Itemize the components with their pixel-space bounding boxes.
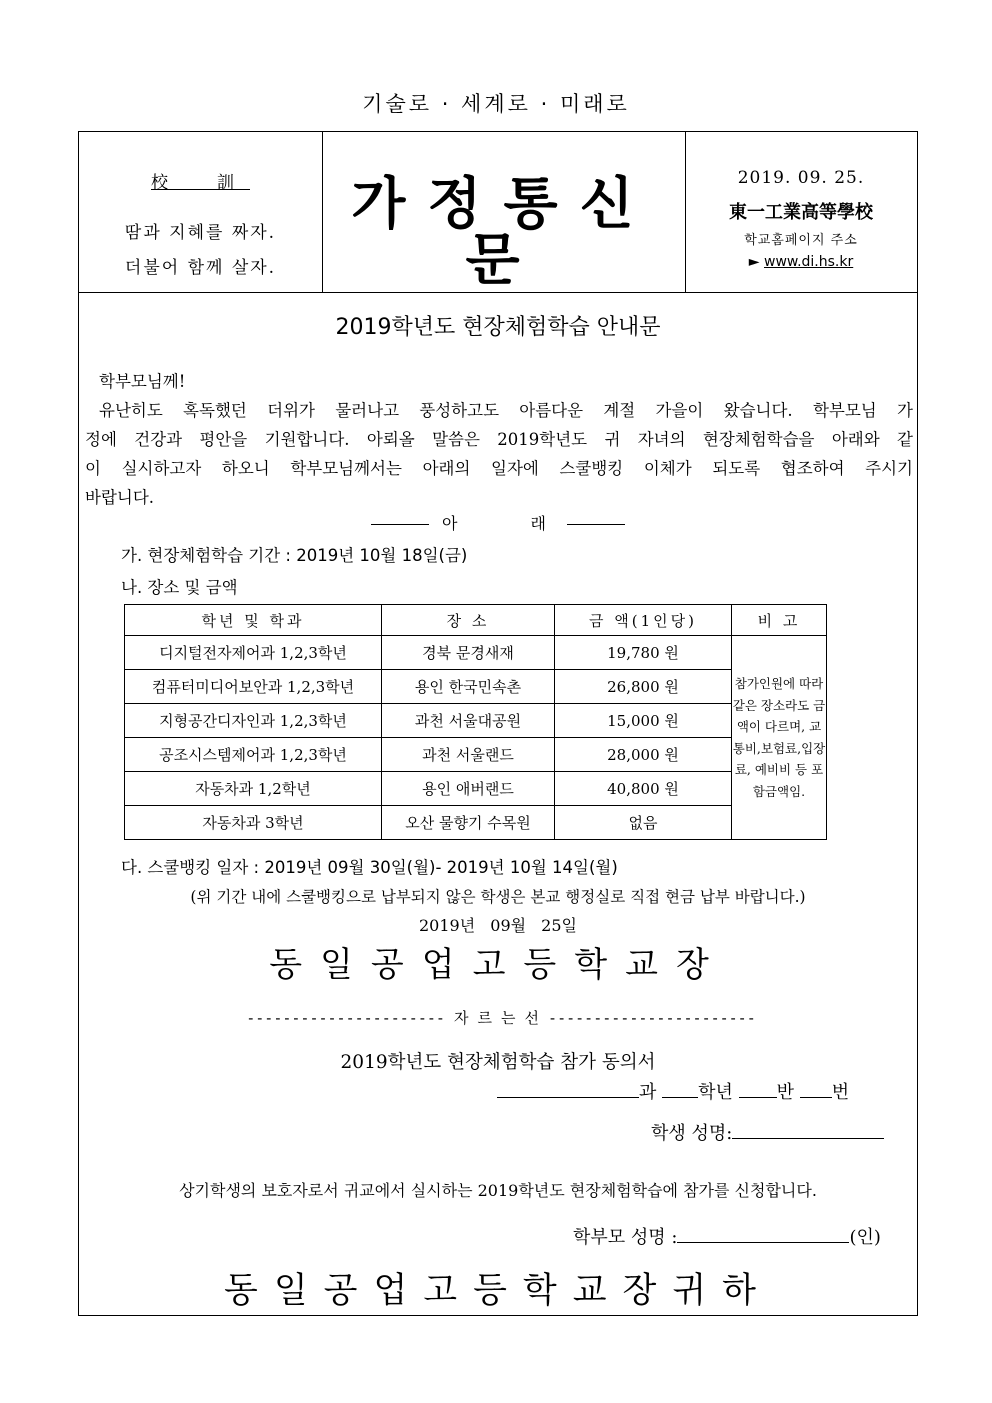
table-row [125, 806, 827, 840]
header-amount: 금 액(1인당) [555, 605, 732, 636]
homepage-label: 학교홈페이지 주소 [744, 233, 858, 248]
body-line-4: 바랍니다. [85, 488, 155, 507]
class-blank[interactable] [739, 1079, 777, 1098]
cell-dept: 공조시스템제어과 1,2,3학년 [125, 738, 382, 772]
table-row [125, 704, 827, 738]
school-motto-title: 校 訓 [151, 173, 250, 193]
number-suffix: 번 [831, 1082, 850, 1103]
consent-title: 2019학년도 현장체험학습 참가 동의서 [340, 1052, 656, 1073]
seal-label: (인) [849, 1227, 881, 1248]
apply-statement: 상기학생의 보호자로서 귀교에서 실시하는 2019학년도 현장체험학습에 참가를 신청합니다. [179, 1181, 817, 1200]
grade-suffix: 학년 [698, 1082, 733, 1103]
cell-place: 경북 문경새재 [382, 636, 555, 670]
greeting: 학부모님께! [99, 372, 186, 391]
body-line-3: 이 실시하고자 하오니 학부모님께서는 아래의 일자에 스쿨뱅킹 이체가 되도록 협조하여 주시기 [85, 459, 913, 478]
body-line-2: 정에 건강과 평안을 기원합니다. 아뢰올 말씀은 2019학년도 귀 자녀의 현장체험학습을 아래와 같 [85, 430, 913, 449]
homepage-link[interactable]: www.di.hs.kr [764, 254, 854, 270]
number-blank[interactable] [800, 1079, 832, 1098]
parent-sign-row [573, 1223, 881, 1249]
school-motto-box [79, 132, 323, 292]
principal-signature: 동일공업고등학교장 [269, 945, 727, 985]
document-frame [78, 131, 918, 1316]
header-place: 장 소 [382, 605, 555, 636]
cell-place: 용인 한국민속촌 [382, 670, 555, 704]
cell-place: 오산 물향기 수목원 [382, 806, 555, 840]
student-name-blank[interactable] [732, 1120, 884, 1139]
parent-name-blank[interactable] [677, 1224, 849, 1243]
cell-note: 참가인원에 따라 같은 장소라도 금액이 다르며, 교통비,보험료,입장료, 예비비 등 포함금액임. [732, 636, 827, 840]
table-row [125, 670, 827, 704]
table-row [125, 772, 827, 806]
cell-amount: 없음 [555, 806, 732, 840]
cell-amount: 19,780 원 [555, 636, 732, 670]
parent-sign-label: 학부모 성명 : [573, 1227, 678, 1248]
cell-place: 과천 서울랜드 [382, 738, 555, 772]
dept-suffix: 과 [639, 1082, 657, 1103]
body-paragraph [85, 396, 913, 512]
item-place-fee: 나. 장소 및 금액 [121, 578, 238, 597]
motto-banner: 기술로 · 세계로 · 미래로 [362, 92, 630, 116]
cell-dept: 자동차과 1,2학년 [125, 772, 382, 806]
student-name-row [651, 1119, 884, 1145]
sign-date: 2019년 09월 25일 [419, 916, 577, 935]
cell-amount: 28,000 원 [555, 738, 732, 772]
payment-notice: (위 기간 내에 스쿨뱅킹으로 납부되지 않은 학생은 본교 행정실로 직접 현금 납부 바랍니다.) [190, 888, 806, 906]
grade-blank[interactable] [662, 1079, 698, 1098]
item-period: 가. 현장체험학습 기간 : 2019년 10월 18일(금) [121, 546, 468, 565]
header-dept: 학년 및 학과 [125, 605, 382, 636]
body-line-1: 유난히도 혹독했던 더위가 물러나고 풍성하고도 아름다운 계절 가을이 왔습니다. 학부모님 가 [99, 401, 913, 420]
below-divider [79, 511, 917, 534]
cell-dept: 컴퓨터미디어보안과 1,2,3학년 [125, 670, 382, 704]
document-title: 2019학년도 현장체험학습 안내문 [335, 315, 661, 340]
student-name-label: 학생 성명: [651, 1123, 733, 1144]
item-banking-date: 다. 스쿨뱅킹 일자 : 2019년 09월 30일(월)- 2019년 10월 14일(월) [121, 858, 618, 877]
cut-line: ---------------------- 자 르 는 선 ----------------------- [246, 1009, 756, 1027]
class-suffix: 반 [776, 1082, 795, 1103]
divider-line [371, 524, 429, 525]
arrow-right-icon: ► [748, 254, 760, 270]
cell-dept: 지형공간디자인과 1,2,3학년 [125, 704, 382, 738]
cell-dept: 디지털전자제어과 1,2,3학년 [125, 636, 382, 670]
homepage-row [685, 254, 917, 270]
newsletter-title-box [322, 132, 686, 292]
addressee: 동일공업고등학교장귀하 [224, 1271, 772, 1311]
divider-line [567, 524, 625, 525]
below-label: 아 래 [442, 514, 580, 533]
newsletter-title: 가정통신문 [351, 171, 656, 293]
letterhead [79, 132, 917, 293]
cell-amount: 40,800 원 [555, 772, 732, 806]
header-note: 비 고 [732, 605, 827, 636]
cell-dept: 자동차과 3학년 [125, 806, 382, 840]
table-row [125, 738, 827, 772]
fee-table [124, 604, 827, 840]
cell-amount: 26,800 원 [555, 670, 732, 704]
cell-place: 용인 애버랜드 [382, 772, 555, 806]
table-header-row [125, 605, 827, 636]
issue-date: 2019. 09. 25. [737, 168, 865, 188]
table-row [125, 636, 827, 670]
school-name: 東一工業高等學校 [729, 202, 873, 223]
school-info-box [685, 132, 917, 292]
school-motto-line2: 더불어 함께 살자. [124, 258, 277, 278]
cell-amount: 15,000 원 [555, 704, 732, 738]
school-motto-line1: 땀과 지혜를 짜자. [124, 223, 277, 243]
cell-place: 과천 서울대공원 [382, 704, 555, 738]
dept-blank[interactable] [497, 1079, 639, 1098]
student-info-row [497, 1078, 917, 1104]
